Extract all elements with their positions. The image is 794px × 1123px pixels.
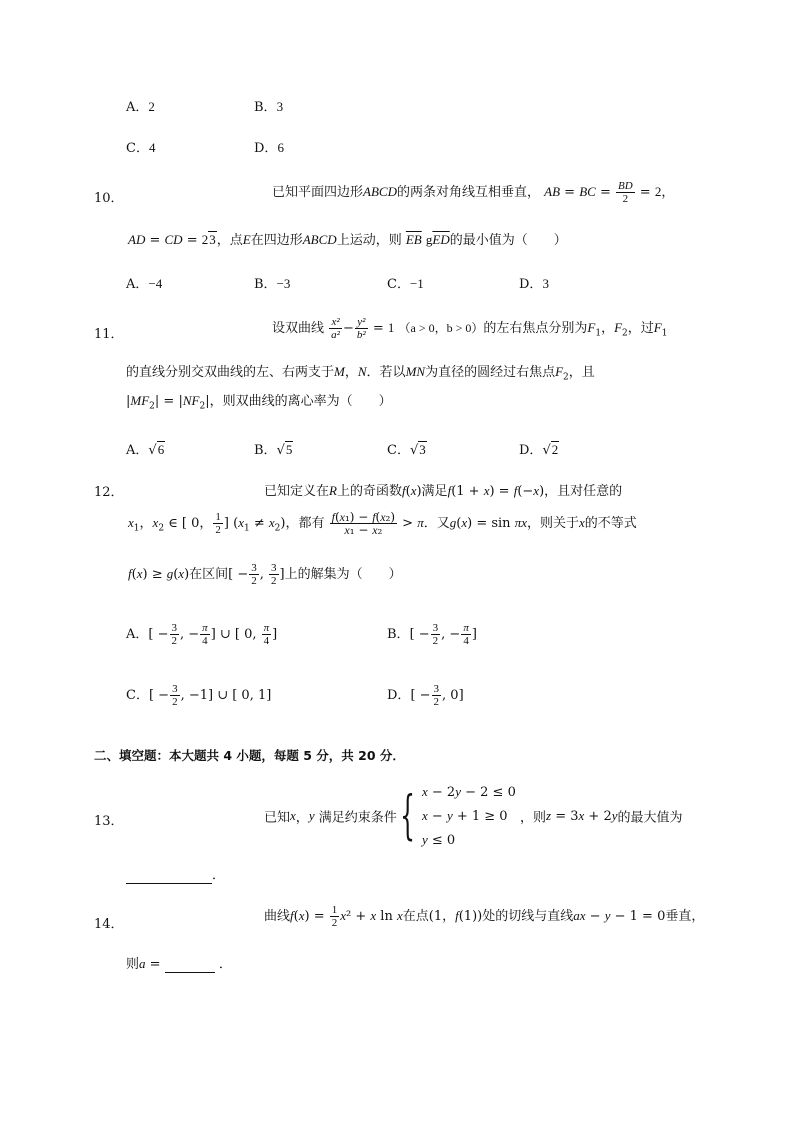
section-fill-in-title: 二、填空题：本大题共 4 小题，每题 5 分，共 20 分． <box>94 748 405 763</box>
q10-option-a: A．−4 <box>126 276 163 292</box>
q12-option-d: D．[ − $\frac{3}{2}$ , 0] <box>387 683 464 708</box>
q14-number: 14． <box>94 917 124 932</box>
q9-option-a: A．2 <box>126 99 155 115</box>
q10-option-d: D．3 <box>519 276 549 292</box>
q13-constraints: x − 2y − 2 ≤ 0 x − y + 1 ≥ 0 y ≤ 0 <box>421 784 516 848</box>
q9-option-b: B．3 <box>254 99 284 115</box>
q13-answer-blank[interactable]: ． <box>126 864 225 884</box>
q13-number: 13． <box>94 814 124 829</box>
q10-option-c: C．−1 <box>387 276 424 292</box>
q10-line1: 已知平面四边形ABCD的两条对角线互相垂直， AB = BC = $\frac{BD}{2}$ = 2， <box>272 180 675 205</box>
q14-line2: 则a = ． <box>126 956 232 972</box>
q11-option-d: D．√2 <box>519 442 559 458</box>
q13-line1: 已知x，y 满足约束条件{ x − 2y − 2 ≤ 0 x − y + 1 ≥ 0 y ≤ 0 ，则z = 3x + 2y的最大值为 <box>264 780 683 852</box>
q12-line2: $x_1$，$x_2$ ∈ [ 0， $\frac{1}{2}$ ] $(x_1 \ne x_2)$，都有 $\frac{\text{f(x₁) − f(x₂)}}{\text{x₁ − x₂}}$ > π．又g(x) = sin πx，则关于x的不等式 <box>128 510 637 537</box>
q12-number: 12． <box>94 485 124 500</box>
q11-option-c: C．√3 <box>387 442 426 458</box>
q11-option-a: A．√6 <box>126 442 165 458</box>
q11-line3: $|MF_2| = |NF_2|$，则双曲线的离心率为（ ） <box>126 393 392 412</box>
q12-line1: 已知定义在R上的奇函数f(x)满足f(1 + x) = f(−x)，且对任意的 <box>264 483 623 499</box>
q12-option-c: C．[ − $\frac{3}{2}$ , −1] ∪ [ 0, 1] <box>126 683 272 708</box>
q14-answer-blank[interactable] <box>165 957 215 973</box>
q14-line1: 曲线f(x) = $\frac{1}{2}$ x² + x ln x在点(1，f(1))处的切线与直线ax − y − 1 = 0垂直， <box>264 904 705 929</box>
q9-option-c: C．4 <box>126 140 156 156</box>
q11-line1: 设双曲线 $\frac{\text{x²}}{\text{a²}}$ − $\frac{\text{y²}}{\text{b²}}$ = 1 （a > 0，b > 0）的左右焦点分别为$F_1$，$F_2$，过$F_1$ <box>272 316 668 341</box>
q10-number: 10． <box>94 191 124 206</box>
q10-option-b: B．−3 <box>254 276 291 292</box>
q9-option-d: D．6 <box>254 140 284 156</box>
q11-line2: 的直线分别交双曲线的左、右两支于M，N．若以MN为直径的圆经过右焦点$F_2$，且 <box>126 364 595 383</box>
q12-line3: f(x) ≥ g(x)在区间[ − $\frac{3}{2}$ , $\frac{3}{2}$ ]上的解集为（ ） <box>128 562 402 587</box>
q11-number: 11． <box>94 327 124 342</box>
q11-option-b: B．√5 <box>254 442 293 458</box>
q10-line2: AD = CD = 23，点E在四边形ABCD上运动，则 $\overline{EB}$ $g\overline{ED}$的最小值为（ ） <box>128 232 567 248</box>
q12-option-a: A．[ − $\frac{3}{2}$ , − $\frac{\pi}{4}$ ] ∪ [ 0, $\frac{\pi}{4}$ ] <box>126 622 278 647</box>
q12-option-b: B．[ − $\frac{3}{2}$ , − $\frac{\pi}{4}$ ] <box>387 622 477 647</box>
